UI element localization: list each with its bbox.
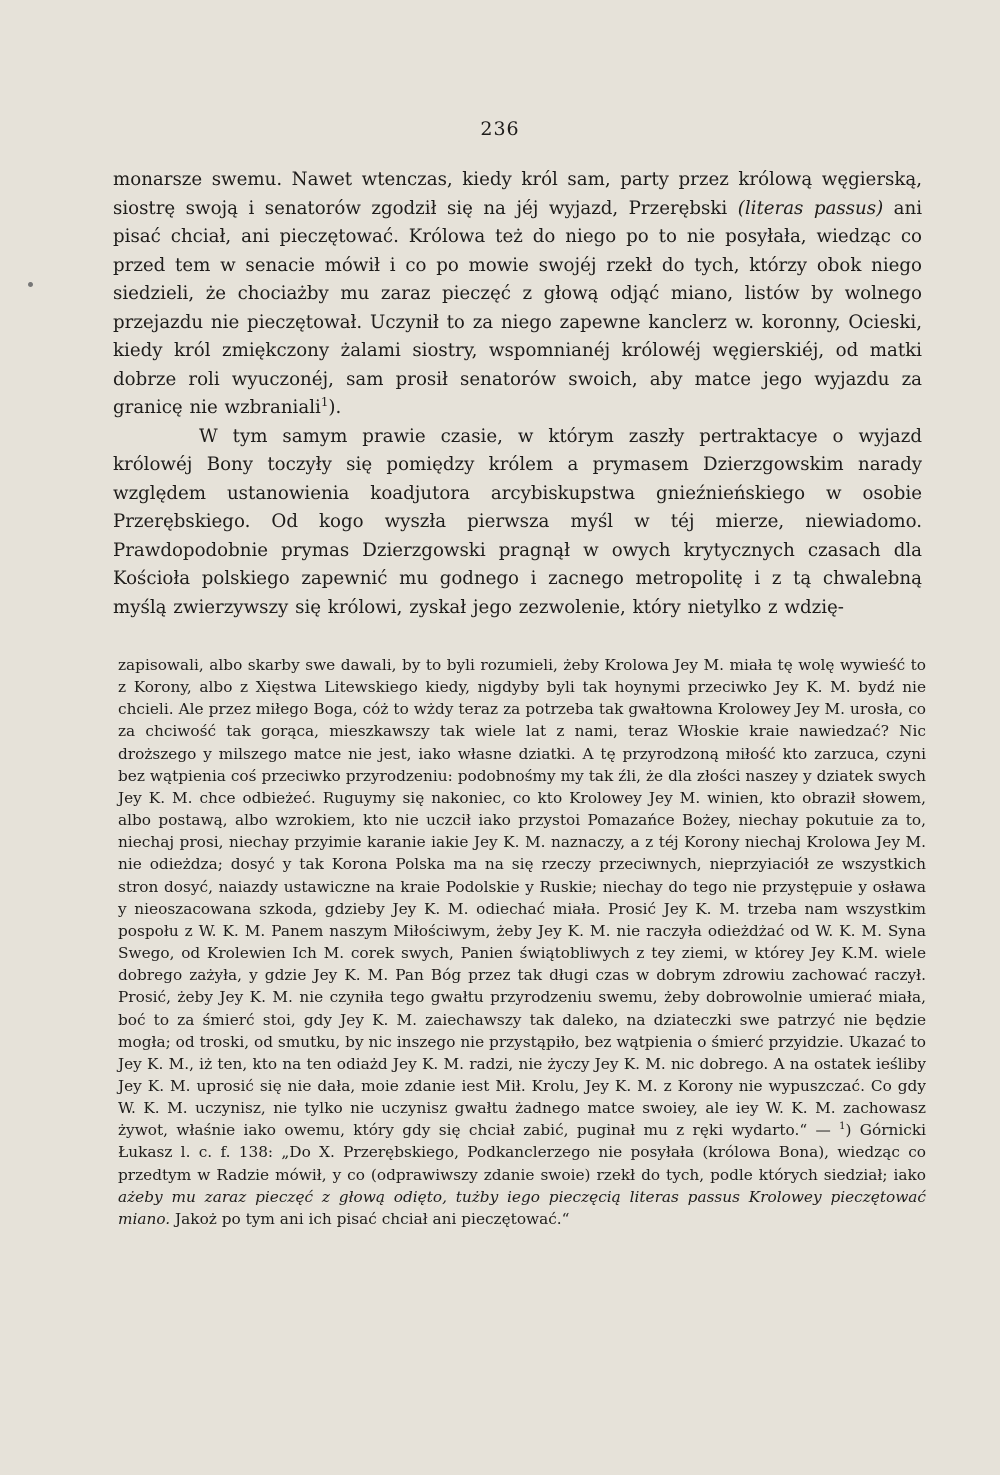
main-text-run: monarsze swemu. Nawet wtenczas, kiedy król sam, party przez królową węgierską, siostrę swoją i senatorów zgodził się na jéj wyjazd, Przerębski [113,169,922,219]
main-text-run: ). [328,397,342,418]
footnote-text-run: zapisowali, albo skarby swe dawali, by to byli rozumieli, żeby Krolowa Jey M. miała tę wolę wywieść to z Korony, albo z Xięstwa Litewskiego kiedy, nigdyby byli tak hoynymi przeciwko Jey K. M. bydź nie chcieli. Ale przez miłego Boga, cóż to wżdy teraz za potrzeba tak gwałtowna Krolowey Jey M. urosła, co za chciwość tak gorąca, mieszkawszy tak wiele lat z nami, teraz Włoskie kraie nawiedzać? Nic droższego y milszego matce nie jest, iako własne dziatki. A tę przyrodzoną miłość kto zarzuca, czyni bez wątpienia coś przeciwko przyrodzeniu: podobnośmy my tak źli, że dla złości naszey y dziatek swych Jey K. M. chce odbieżeć. Ruguymy się nakoniec, co kto Krolowey Jey M. winien, kto obraził słowem, albo postawą, albo wzrokiem, kto nie uczcił iako przystoi Pomazańce Bożey, niechay pokutuie za to, niechaj prosi, niechay przyimie karanie iakie Jey K. M. naznaczy, a z téj Korony niechaj Krolowa Jey M. nie odieżdza; dosyć y tak Korona Polska ma na się rzeczy przeciwnych, nieprzyiaciół ze wszystkich stron dosyć, naiazdy ustawiczne na kraie Podolskie y Ruskie; niechay do tego nie przystępuie y osława y nieoszacowana szkoda, gdzieby Jey K. M. odiechać miała. Prosić Jey K. M. trzeba nam wszystkim pospołu z W. K. M. Panem naszym Miłościwym, żeby Jey K. M. nie raczyła odieżdżać od W. K. M. Syna Swego, od Krolewien Ich M. corek swych, Panien świątobliwych z tey ziemi, w którey Jey K.M. wiele dobrego zażyła, y gdzie Jey K. M. Pan Bóg przez tak długi czas w dobrym zdrowiu zachować raczył. Prosić, żeby Jey K. M. nie czyniła tego gwałtu przyrodzeniu swemu, żeby dobrowolnie umierać miała, boć to za śmierć stoi, gdy Jey K. M. zaiechawszy tak daleko, na dziateczki swe patrzyć nie będzie mogła; od troski, od smutku, by nic inszego nie przystąpiło, bez wątpienia o śmierć przyidzie. Ukazać to Jey K. M., iż ten, kto na ten odiażd Jey K. M. radzi, nie życzy Jey K. M. nic dobrego. A na ostatek ieśliby Jey K. M. uprosić się nie dała, moie zdanie iest Mił. Krolu, Jey K. M. z Korony nie wypuszczać. Co gdy W. K. M. uczynisz, nie tylko nie uczynisz gwałtu żadnego matce swoiey, ale iey W. K. M. zachowasz żywot, właśnie iako owemu, który gdy się chciał zabić, puginał mu z ręki wydarto.“ — [118,656,926,1140]
main-text [113,166,922,622]
footnote-paragraph [118,654,926,1230]
footnote-marker: 1 [839,1121,846,1133]
latin-phrase: (literas passus) [737,197,884,219]
footnote-text-run: ) Górnicki Łukasz l. c. f. 138: „Do X. Przerębskiego, Podkanclerzego nie posyłała (królowa Bona), wiedząc co przedtym w Radzie mówił, y co (odprawiwszy zdanie swoie) rzekł do tych, podle których siedział; iako [118,1121,926,1184]
footnote-ref: 1 [320,394,329,409]
main-paragraph-1 [113,166,922,423]
main-paragraph-2: W tym samym prawie czasie, w którym zaszły pertraktacye o wyjazd królowéj Bony toczyły się pomiędzy królem a prymasem Dzierzgowskim narady względem ustanowienia koadjutora arcybiskupstwa gnieźnieńskiego w osobie Przerębskiego. Od kogo wyszła pierwsza myśl w téj mierze, niewiadomo. Prawdopodobnie prymas Dzierzgowski pragnął w owych krytycznych czasach dla Kościoła polskiego zapewnić mu godnego i zacnego metropolitę i z tą chwalebną myślą zwierzywszy się królowi, zyskał jego zezwolenie, który nietylko z wdzię- [113,425,922,618]
main-text-run: ani pisać chciał, ani pieczętować. Królowa też do niego po to nie posyłała, wiedząc co przed tem w senacie mówił i co po mowie swojéj rzekł do tych, którzy obok niego siedzieli, że chociażby mu zaraz pieczęć z głową odjąć miano, listów by wolnego przejazdu nie pieczętował. Uczynił to za niego zapewne kanclerz w. koronny, Ocieski, kiedy król zmiękczony żalami siostry, wspomnianéj królowéj węgierskiéj, od matki dobrze roli wyuczonéj, sam prosił senatorów swoich, aby matce jego wyjazdu za granicę nie wzbraniali [113,197,923,418]
paper-speck [28,282,33,287]
page-number: 236 [480,118,520,140]
footnote-italic-quote: ażeby mu zaraz pieczęć z głową odięto, tużby iego pieczęcią literas passus Krolowey pieczętować miano. [118,1187,926,1228]
footnotes [118,654,926,1230]
footnote-text-run: Jakoż po tym ani ich pisać chciał ani pieczętować.“ [170,1209,570,1228]
